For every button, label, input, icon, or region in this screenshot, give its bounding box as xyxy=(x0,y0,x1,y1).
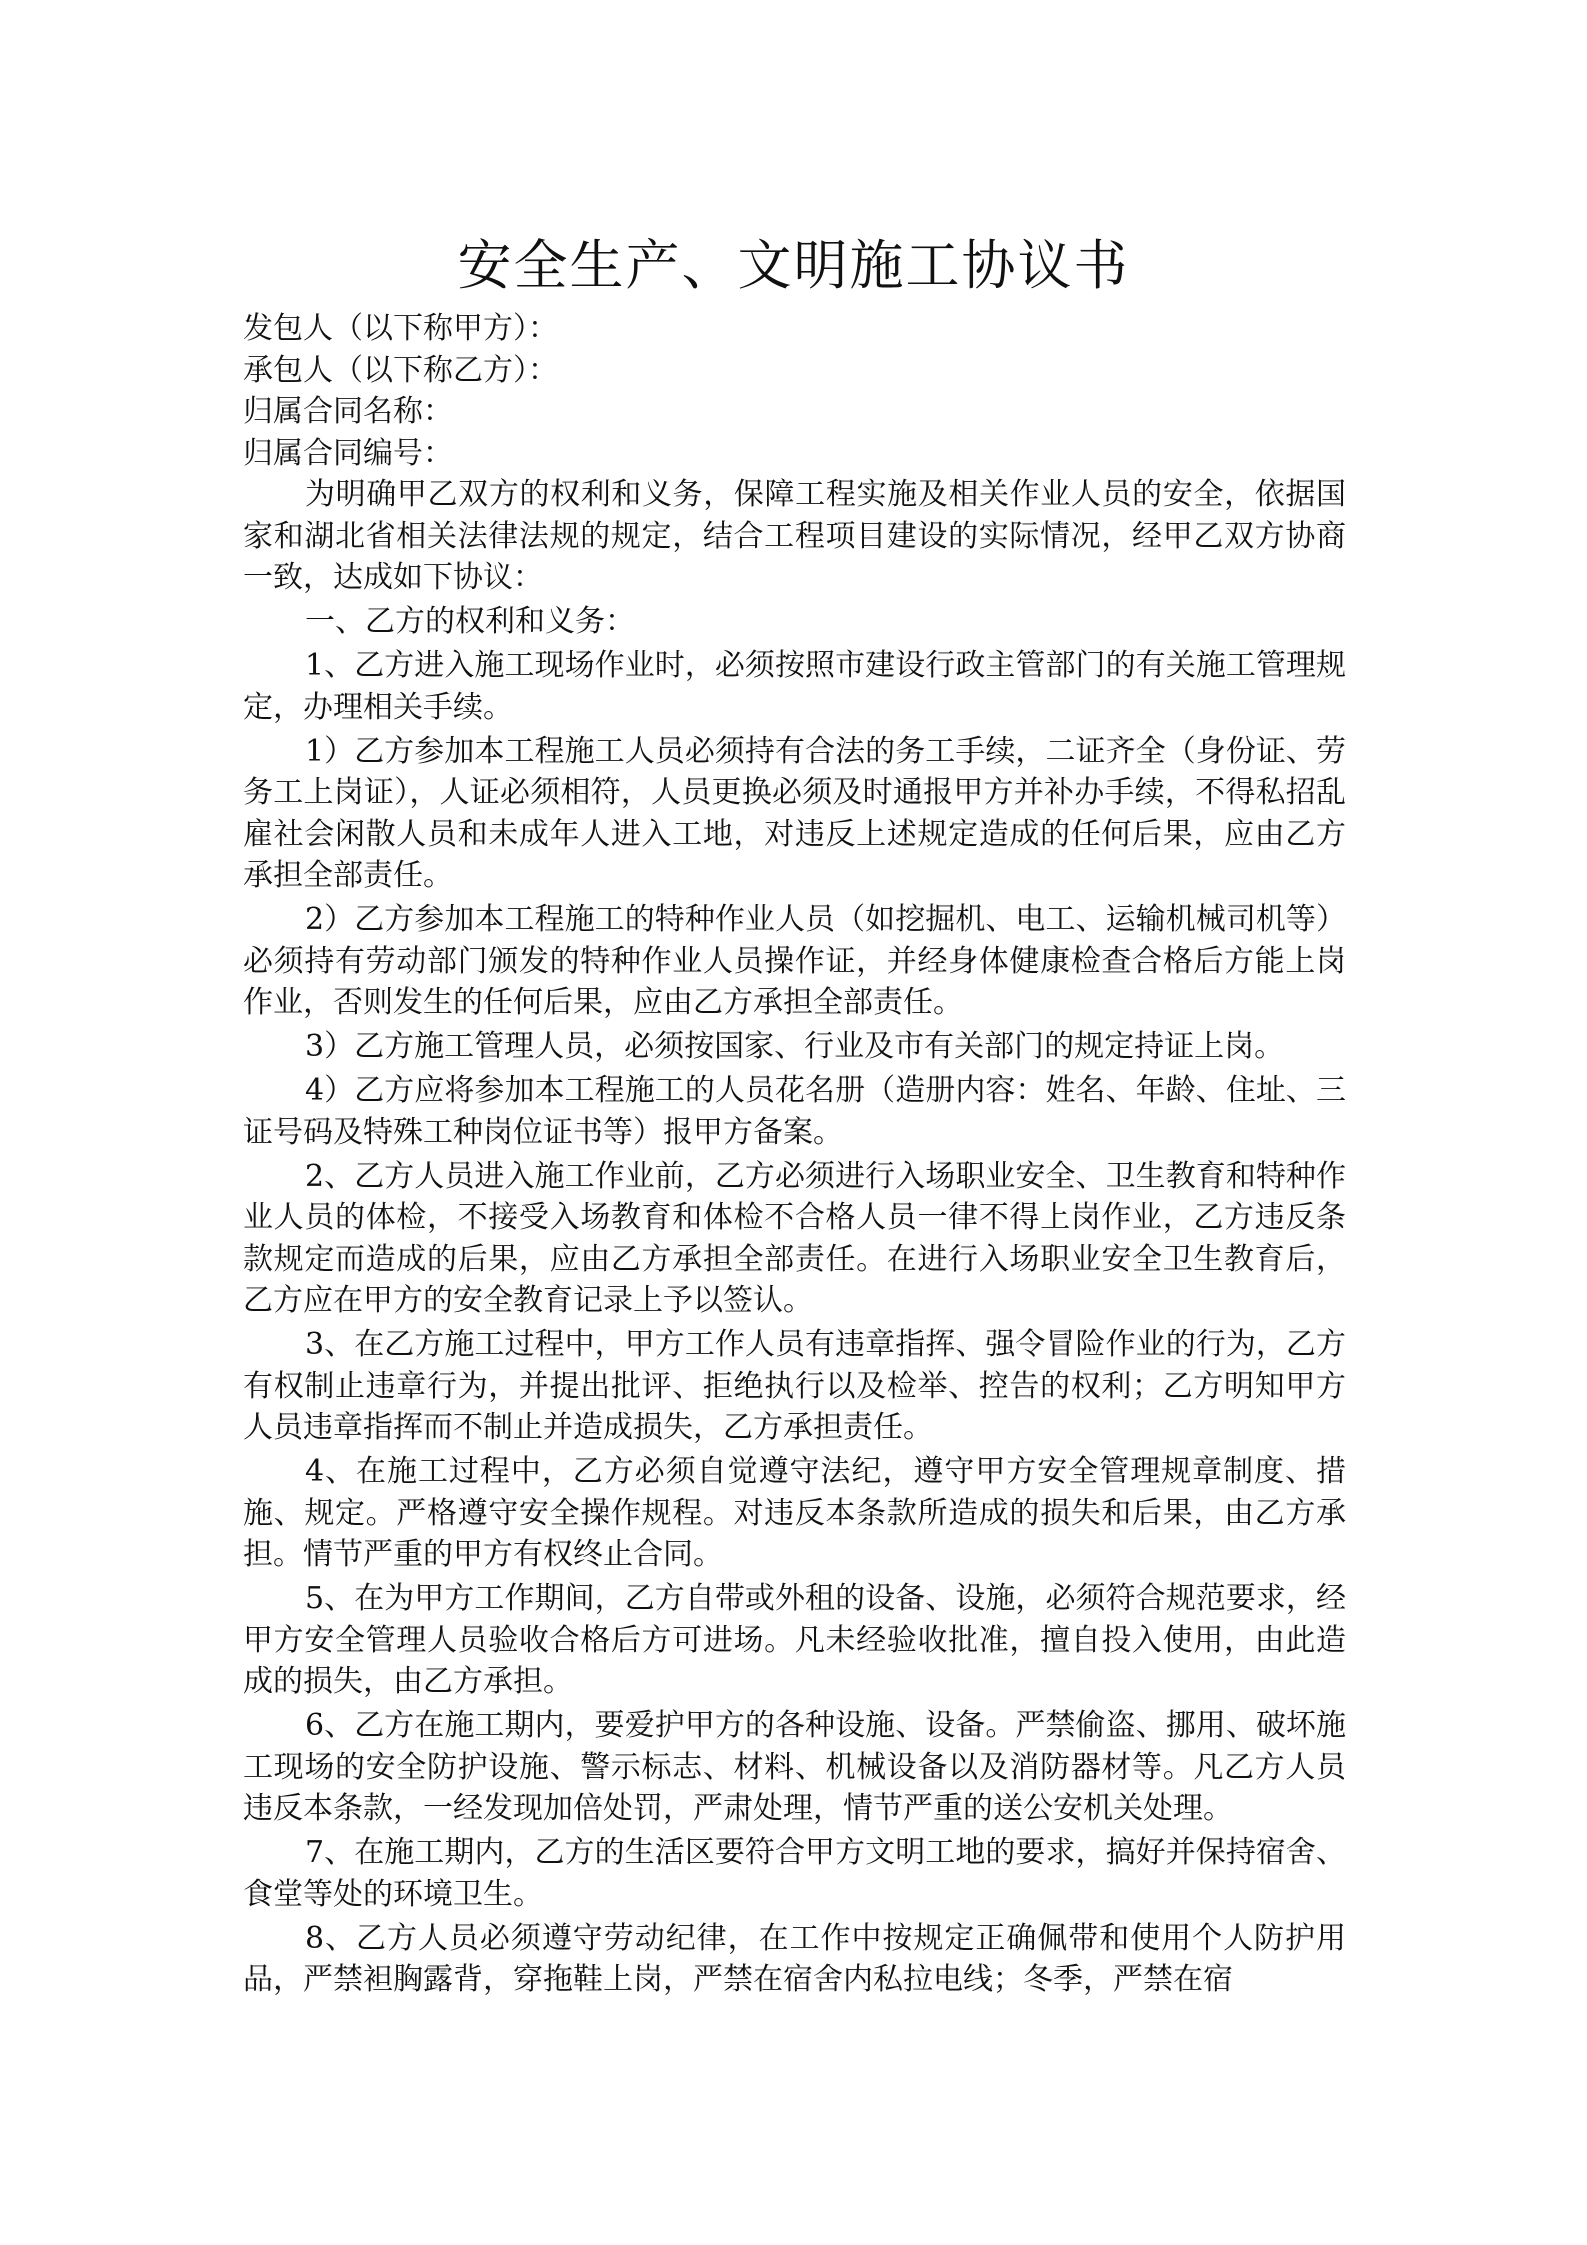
preamble-paragraph: 为明确甲乙双方的权利和义务，保障工程实施及相关作业人员的安全，依据国家和湖北省相关法律法规的规定，结合工程项目建设的实际情况，经甲乙双方协商一致，达成如下协议： xyxy=(243,477,1346,595)
clause-1-item-4: 4）乙方应将参加本工程施工的人员花名册（造册内容：姓名、年龄、住址、三证号码及特殊工种岗位证书等）报甲方备案。 xyxy=(243,1073,1346,1150)
document-body xyxy=(243,308,1346,2003)
employer-line: 发包人（以下称甲方）： xyxy=(243,311,558,346)
clause-6: 6、乙方在施工期内，要爱护甲方的各种设施、设备。严禁偷盗、挪用、破坏施工现场的安全防护设施、警示标志、材料、机械设备以及消防器材等。凡乙方人员违反本条款，一经发现加倍处罚，严肃处理，情节严重的送公安机关处理。 xyxy=(243,1708,1346,1826)
clause-8: 8、乙方人员必须遵守劳动纪律，在工作中按规定正确佩带和使用个人防护用品，严禁袒胸露背，穿拖鞋上岗，严禁在宿舍内私拉电线；冬季，严禁在宿 xyxy=(243,1920,1346,1997)
clause-7: 7、在施工期内，乙方的生活区要符合甲方文明工地的要求，搞好并保持宿舍、食堂等处的环境卫生。 xyxy=(243,1835,1346,1912)
contractor-line: 承包人（以下称乙方）： xyxy=(243,352,558,388)
clause-1-item-3: 3）乙方施工管理人员，必须按国家、行业及市有关部门的规定持证上岗。 xyxy=(305,1029,1285,1064)
clause-2: 2、乙方人员进入施工作业前，乙方必须进行入场职业安全、卫生教育和特种作业人员的体检，不接受入场教育和体检不合格人员一律不得上岗作业，乙方违反条款规定而造成的后果，应由乙方承担全部责任。在进行入场职业安全卫生教育后，乙方应在甲方的安全教育记录上予以签认。 xyxy=(243,1158,1346,1318)
clause-1-item-2: 2）乙方参加本工程施工的特种作业人员（如挖掘机、电工、运输机械司机等）必须持有劳动部门颁发的特种作业人员操作证，并经身体健康检查合格后方能上岗作业，否则发生的任何后果，应由乙方承担全部责任。 xyxy=(243,902,1346,1020)
clause-1: 1、乙方进入施工现场作业时，必须按照市建设行政主管部门的有关施工管理规定，办理相关手续。 xyxy=(243,648,1346,725)
contract-number-line: 归属合同编号： xyxy=(243,435,453,471)
clause-5: 5、在为甲方工作期间，乙方自带或外租的设备、设施，必须符合规范要求，经甲方安全管理人员验收合格后方可进场。凡未经验收批准，擅自投入使用，由此造成的损失，由乙方承担。 xyxy=(243,1581,1346,1699)
contract-name-line: 归属合同名称： xyxy=(243,394,453,429)
section-heading: 一、乙方的权利和义务： xyxy=(305,604,635,639)
clause-1-item-1: 1）乙方参加本工程施工人员必须持有合法的务工手续，二证齐全（身份证、劳务工上岗证），人证必须相符，人员更换必须及时通报甲方并补办手续，不得私招乱雇社会闲散人员和未成年人进入工地，对违反上述规定造成的任何后果，应由乙方承担全部责任。 xyxy=(243,733,1346,893)
clause-3: 3、在乙方施工过程中，甲方工作人员有违章指挥、强令冒险作业的行为，乙方有权制止违章行为，并提出批评、拒绝执行以及检举、控告的权利；乙方明知甲方人员违章指挥而不制止并造成损失，乙方承担责任。 xyxy=(243,1327,1346,1445)
clause-4: 4、在施工过程中，乙方必须自觉遵守法纪，遵守甲方安全管理规章制度、措施、规定。严格遵守安全操作规程。对违反本条款所造成的损失和后果，由乙方承担。情节严重的甲方有权终止合同。 xyxy=(243,1454,1346,1572)
document-title: 安全生产、文明施工协议书 xyxy=(457,234,1130,298)
